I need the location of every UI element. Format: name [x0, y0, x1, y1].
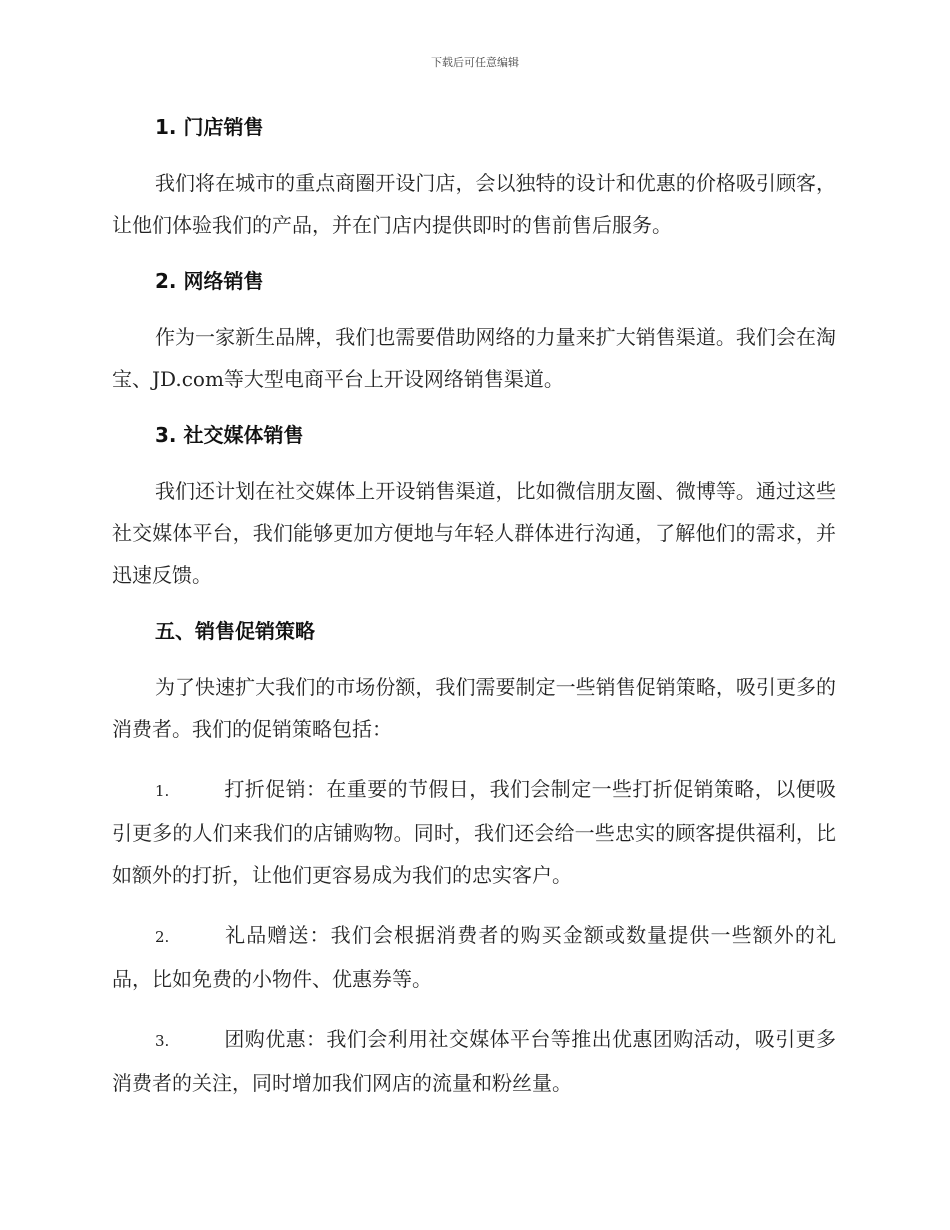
list-item: [112, 914, 836, 1000]
paragraph-promotion-intro: 为了快速扩大我们的市场份额，我们需要制定一些销售促销策略，吸引更多的消费者。我们的促销策略包括：: [112, 675, 836, 741]
document-body: [112, 110, 836, 1122]
list-item-number: 2.: [155, 928, 170, 946]
section-heading-online-sales: 2. 网络销售: [155, 269, 264, 293]
list-item: [112, 1018, 836, 1104]
page-header: 下载后可任意编辑: [431, 56, 519, 69]
paragraph-online-sales: 作为一家新生品牌，我们也需要借助网络的力量来扩大销售渠道。我们会在淘宝、JD.com等大型电商平台上开设网络销售渠道。: [112, 325, 836, 391]
paragraph-social-media-sales: 我们还计划在社交媒体上开设销售渠道，比如微信朋友圈、微博等。通过这些社交媒体平台，我们能够更加方便地与年轻人群体进行沟通，了解他们的需求，并迅速反馈。: [112, 479, 836, 587]
section-heading-promotion-strategy: 五、销售促销策略: [155, 619, 315, 643]
list-item-number: 3.: [155, 1032, 170, 1050]
section-heading-social-media-sales: 3. 社交媒体销售: [155, 423, 304, 447]
list-item-text: 礼品赠送：我们会根据消费者的购买金额或数量提供一些额外的礼品，比如免费的小物件、优惠券等。: [112, 923, 836, 991]
list-item: [112, 768, 836, 896]
list-item-text: 团购优惠：我们会利用社交媒体平台等推出优惠团购活动，吸引更多消费者的关注，同时增加我们网店的流量和粉丝量。: [112, 1027, 836, 1095]
list-item-text: 打折促销：在重要的节假日，我们会制定一些打折促销策略，以便吸引更多的人们来我们的店铺购物。同时，我们还会给一些忠实的顾客提供福利，比如额外的打折，让他们更容易成为我们的忠实客户。: [112, 777, 836, 887]
list-item-number: 1.: [155, 782, 170, 800]
section-heading-store-sales: 1. 门店销售: [155, 115, 264, 139]
paragraph-store-sales: 我们将在城市的重点商圈开设门店，会以独特的设计和优惠的价格吸引顾客，让他们体验我们的产品，并在门店内提供即时的售前售后服务。: [112, 171, 836, 237]
